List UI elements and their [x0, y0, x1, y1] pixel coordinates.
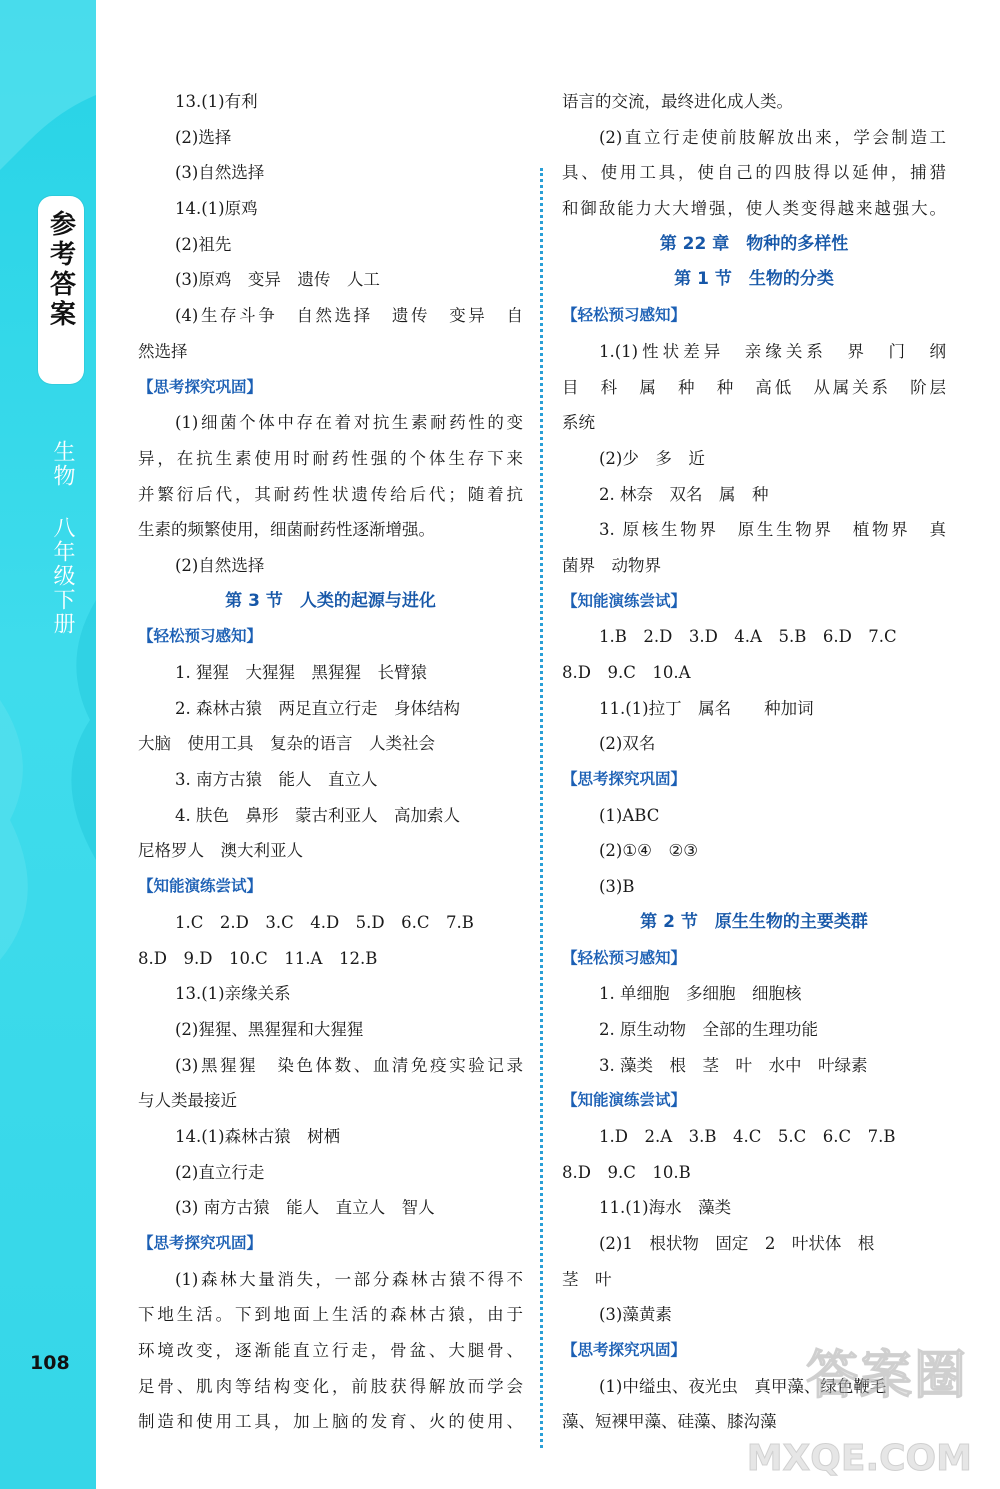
- answer-line: 2. 原生动物 全部的生理功能: [599, 1019, 818, 1039]
- answer-line: 11.(1)海水 藻类: [599, 1198, 732, 1218]
- section-heading: 第 1 节 生物的分类: [674, 269, 834, 290]
- subject-label: [48, 440, 78, 636]
- answer-line: (2)祖先: [175, 234, 232, 254]
- answer-line: 3. 藻类 根 茎 叶 水中 叶绿素: [599, 1055, 868, 1075]
- answer-line: 14.(1)原鸡: [175, 199, 258, 219]
- answer-line: (2)①④ ②③: [599, 841, 699, 861]
- answer-line: (4)生存斗争 自然选择 遗传 变异 自: [175, 306, 523, 326]
- answer-line: 11.(1)拉丁 属名 种加词: [599, 698, 814, 718]
- answer-line: 3. 原核生物界 原生生物界 植物界 真: [599, 520, 946, 540]
- section-heading: 第 2 节 原生生物的主要类群: [640, 911, 868, 932]
- answer-line: (3)B: [599, 877, 635, 897]
- answer-line: 具、使用工具，使自己的四肢得以延伸，捕猎: [562, 163, 946, 183]
- answer-line: 13.(1)有利: [175, 92, 258, 111]
- watermark-url: MXQE.COM: [746, 1438, 972, 1479]
- section-tag: 【轻松预习感知】: [138, 627, 263, 646]
- section-tag: 【思考探究巩固】: [562, 770, 687, 789]
- column-divider: [540, 168, 543, 1448]
- section-tag: 【知能演练尝试】: [562, 591, 687, 610]
- answer-line: 13.(1)亲缘关系: [175, 984, 291, 1004]
- answer-line: 系统: [562, 413, 595, 433]
- answer-line: 异，在抗生素使用时耐药性强的个体生存下来: [138, 448, 523, 468]
- answer-line: (2)选择: [175, 127, 232, 147]
- section-tag: 【思考探究巩固】: [138, 1234, 263, 1252]
- answer-line: (3)原鸡 变异 遗传 人工: [175, 270, 380, 290]
- answer-line: 1.C 2.D 3.C 4.D 5.D 6.C 7.B: [175, 912, 474, 932]
- answer-line: 1.B 2.D 3.D 4.A 5.B 6.D 7.C: [599, 627, 897, 647]
- section-tag: 【思考探究巩固】: [138, 377, 263, 396]
- answer-line: 2. 林奈 双名 属 种: [599, 484, 769, 504]
- answer-key-label: 参考答案: [45, 210, 76, 330]
- answer-line: 4. 肤色 鼻形 蒙古利亚人 高加索人: [175, 805, 460, 825]
- answer-line: 大脑 使用工具 复杂的语言 人类社会: [138, 734, 435, 754]
- answer-line: (2)双名: [599, 734, 656, 754]
- answer-line: (2)1 根状物 固定 2 叶状体 根: [599, 1234, 875, 1253]
- left-column: [138, 84, 523, 1440]
- answer-line: 2. 森林古猿 两足直立行走 身体结构: [175, 698, 460, 718]
- answer-line: 并繁衍后代，其耐药性状遗传给后代；随着抗: [138, 484, 523, 504]
- section-tag: 【知能演练尝试】: [138, 877, 263, 896]
- answer-line: 茎 叶: [562, 1269, 612, 1289]
- answer-line: 8.D 9.C 10.A: [562, 663, 691, 682]
- section-heading: 第 3 节 人类的起源与进化: [225, 590, 436, 611]
- answer-line: 3. 南方古猿 能人 直立人: [175, 770, 378, 790]
- answer-line: (2)直立行走使前肢解放出来，学会制造工: [599, 127, 946, 147]
- section-tag: 【知能演练尝试】: [562, 1091, 687, 1110]
- answer-line: 1. 单细胞 多细胞 细胞核: [599, 984, 802, 1004]
- grade-name: 八年级下册: [50, 516, 75, 636]
- answer-line: (2)少 多 近: [599, 448, 705, 468]
- answer-key-tab: [38, 196, 84, 384]
- answer-line: 1.(1)性状差异 亲缘关系 界 门 纲: [599, 341, 946, 361]
- answer-line: 8.D 9.D 10.C 11.A 12.B: [138, 948, 378, 968]
- answer-line: (2)直立行走: [175, 1162, 265, 1182]
- answer-line: 然选择: [138, 341, 188, 361]
- sidebar: [0, 0, 96, 1489]
- answer-line: (1)森林大量消失，一部分森林古猿不得不: [175, 1269, 523, 1289]
- answer-line: 环境改变，逐渐能直立行走，骨盆、大腿骨、: [138, 1341, 523, 1361]
- answer-line: 目 科 属 种 种 高低 从属关系 阶层: [562, 377, 946, 397]
- answer-line: (3)自然选择: [175, 163, 265, 183]
- answer-line: 菌界 动物界: [562, 555, 661, 575]
- section-heading: 第 22 章 物种的多样性: [659, 233, 849, 254]
- answer-line: 下地生活。下到地面上生活的森林古猿，由于: [138, 1305, 523, 1325]
- subject-name: 生物: [50, 440, 75, 488]
- answer-line: 制造和使用工具，加上脑的发育、火的使用、: [138, 1412, 523, 1432]
- answer-line: (1)中缢虫、夜光虫 真甲藻、绿色鞭毛: [599, 1376, 887, 1396]
- watermark-logo: 答案圈: [805, 1346, 968, 1406]
- page-number: 108: [30, 1352, 70, 1374]
- answer-line: (3) 南方古猿 能人 直立人 智人: [175, 1198, 435, 1218]
- answer-line: 1. 猩猩 大猩猩 黑猩猩 长臂猿: [175, 663, 427, 682]
- answer-line: (3)黑猩猩 染色体数、血清免疫实验记录: [175, 1055, 523, 1075]
- answer-line: 尼格罗人 澳大利亚人: [138, 841, 303, 861]
- answer-line: 藻、短裸甲藻、硅藻、膝沟藻: [562, 1412, 777, 1432]
- watermark: [718, 1333, 988, 1483]
- section-tag: 【轻松预习感知】: [562, 948, 687, 967]
- section-tag: 【思考探究巩固】: [562, 1341, 687, 1360]
- answer-line: 与人类最接近: [138, 1091, 237, 1111]
- right-column: [562, 84, 946, 1440]
- section-tag: 【轻松预习感知】: [562, 306, 687, 325]
- answer-line: 足骨、肌肉等结构变化，前肢获得解放而学会: [138, 1376, 523, 1396]
- answer-line: 1.D 2.A 3.B 4.C 5.C 6.C 7.B: [599, 1126, 896, 1146]
- answer-line: 8.D 9.C 10.B: [562, 1162, 691, 1182]
- answer-line: 14.(1)森林古猿 树栖: [175, 1126, 341, 1146]
- answer-line: (2)猩猩、黑猩猩和大猩猩: [175, 1019, 364, 1039]
- answer-line: (2)自然选择: [175, 555, 265, 575]
- answer-line: (1)ABC: [599, 805, 660, 825]
- answer-line: 语言的交流，最终进化成人类。: [562, 92, 793, 111]
- answer-line: 生素的频繁使用，细菌耐药性逐渐增强。: [138, 520, 435, 540]
- answer-line: (3)藻黄素: [599, 1305, 672, 1325]
- answer-line: 和御敌能力大大增强，使人类变得越来越强大。: [562, 199, 946, 219]
- answer-line: (1)细菌个体中存在着对抗生素耐药性的变: [175, 413, 523, 433]
